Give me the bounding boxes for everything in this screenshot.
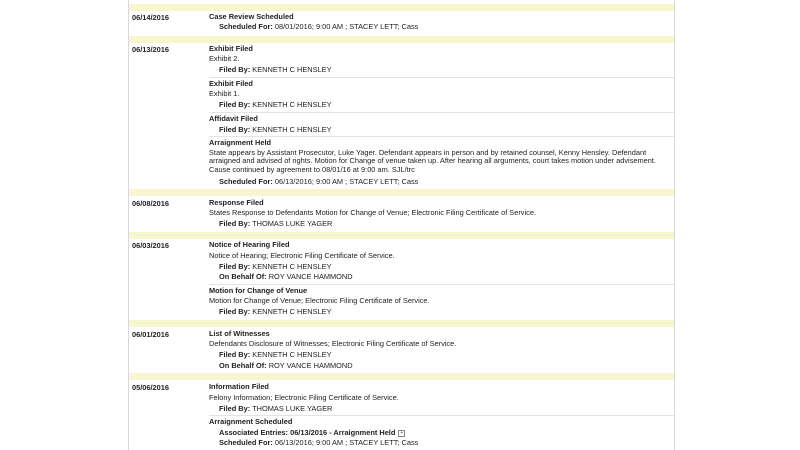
field-label: Filed By: <box>219 307 251 316</box>
entry-title: Motion for Change of Venue <box>209 286 308 295</box>
entry-title: Affidavit Filed <box>209 114 258 123</box>
field-value: KENNETH C HENSLEY <box>252 262 332 271</box>
field-label: Scheduled For: <box>219 438 273 447</box>
field-label: Filed By: <box>219 262 251 271</box>
entry-divider <box>209 112 674 113</box>
field-label: Filed By: <box>219 125 251 134</box>
field-label: Associated Entries: <box>219 428 289 437</box>
entry-divider <box>209 415 674 416</box>
entry-title: Notice of Hearing Filed <box>209 240 290 249</box>
entry-description: Motion for Change of Venue; Electronic Filing Certificate of Service. <box>209 296 430 305</box>
entry-divider <box>209 77 674 78</box>
group-separator-band <box>129 36 674 43</box>
field-value: 06/13/2016; 9:00 AM ; STACEY LETT; Cass <box>274 438 419 447</box>
entry-description: Felony Information; Electronic Filing Certificate of Service. <box>209 393 399 402</box>
field-label: On Behalf Of: <box>219 361 267 370</box>
entry-field <box>209 126 681 134</box>
field-label: Filed By: <box>219 219 251 228</box>
entry-field <box>209 273 681 281</box>
entry-description: Defendants Disclosure of Witnesses; Electronic Filing Certificate of Service. <box>209 339 457 348</box>
entry-field <box>209 308 681 316</box>
entry-field <box>209 429 681 437</box>
entry-date: 06/03/2016 <box>132 241 169 250</box>
entry-divider <box>209 284 674 285</box>
entry-date: 06/13/2016 <box>132 45 169 54</box>
group-separator-band <box>129 373 674 380</box>
field-label: On Behalf Of: <box>219 272 267 281</box>
entry-title: Response Filed <box>209 198 264 207</box>
entry-description: Notice of Hearing; Electronic Filing Certificate of Service. <box>209 251 395 260</box>
group-separator-band <box>129 189 674 196</box>
entry-title: Exhibit Filed <box>209 44 253 53</box>
entry-title: Arraignment Scheduled <box>209 417 293 426</box>
field-label: Scheduled For: <box>219 22 273 31</box>
entry-field <box>209 439 681 447</box>
entry-field <box>209 178 681 186</box>
entry-field <box>209 351 681 359</box>
entry-description: Exhibit 2. <box>209 54 240 63</box>
entry-description: State appears by Assistant Prosecutor, Luke Yager. Defendant appears in person and by retained counsel, Kenny Hensley. Defendant arraigned and advised of rights. Motion for Change of venue taken up. After hearing all arguments, court takes motion under advisement. Cause continued by agreement to 08/01/16 at 9:00 am. SJL/trc <box>209 148 656 174</box>
entry-field <box>209 101 681 109</box>
field-value: 08/01/2016; 9:00 AM ; STACEY LETT; Cass <box>274 22 419 31</box>
entry-description: Exhibit 1. <box>209 89 240 98</box>
plus-box-icon[interactable]: + <box>398 430 405 437</box>
entry-date: 06/14/2016 <box>132 13 169 22</box>
field-value: KENNETH C HENSLEY <box>252 125 332 134</box>
field-value: ROY VANCE HAMMOND <box>268 272 353 281</box>
field-value: THOMAS LUKE YAGER <box>252 219 333 228</box>
group-separator-band <box>129 320 674 327</box>
entry-date: 05/06/2016 <box>132 383 169 392</box>
entry-date: 06/01/2016 <box>132 330 169 339</box>
field-label: Filed By: <box>219 65 251 74</box>
field-value: THOMAS LUKE YAGER <box>252 404 333 413</box>
field-value: 06/13/2016; 9:00 AM ; STACEY LETT; Cass <box>274 177 419 186</box>
entry-field <box>209 220 681 228</box>
associated-entry-link[interactable]: 06/13/2016 - Arraignment Held <box>290 428 396 437</box>
field-value: KENNETH C HENSLEY <box>252 65 332 74</box>
docket-entries-panel <box>128 0 675 450</box>
entry-divider <box>209 136 674 137</box>
field-value: ROY VANCE HAMMOND <box>268 361 353 370</box>
group-separator-band <box>129 232 674 239</box>
entry-title: Arraignment Held <box>209 138 272 147</box>
entry-field <box>209 405 681 413</box>
entry-title: List of Witnesses <box>209 329 270 338</box>
field-value: KENNETH C HENSLEY <box>252 307 332 316</box>
entry-date: 06/08/2016 <box>132 199 169 208</box>
group-separator-band <box>129 4 674 11</box>
field-label: Scheduled For: <box>219 177 273 186</box>
field-value: KENNETH C HENSLEY <box>252 100 332 109</box>
entry-field <box>209 66 681 74</box>
entry-field <box>209 23 681 31</box>
field-label: Filed By: <box>219 350 251 359</box>
entry-title: Case Review Scheduled <box>209 12 294 21</box>
entry-field <box>209 263 681 271</box>
entry-title: Information Filed <box>209 382 269 391</box>
field-label: Filed By: <box>219 404 251 413</box>
field-label: Filed By: <box>219 100 251 109</box>
entry-field <box>209 362 681 370</box>
field-value: KENNETH C HENSLEY <box>252 350 332 359</box>
entry-description: States Response to Defendants Motion for Change of Venue; Electronic Filing Certificate of Service. <box>209 208 537 217</box>
entry-title: Exhibit Filed <box>209 79 253 88</box>
